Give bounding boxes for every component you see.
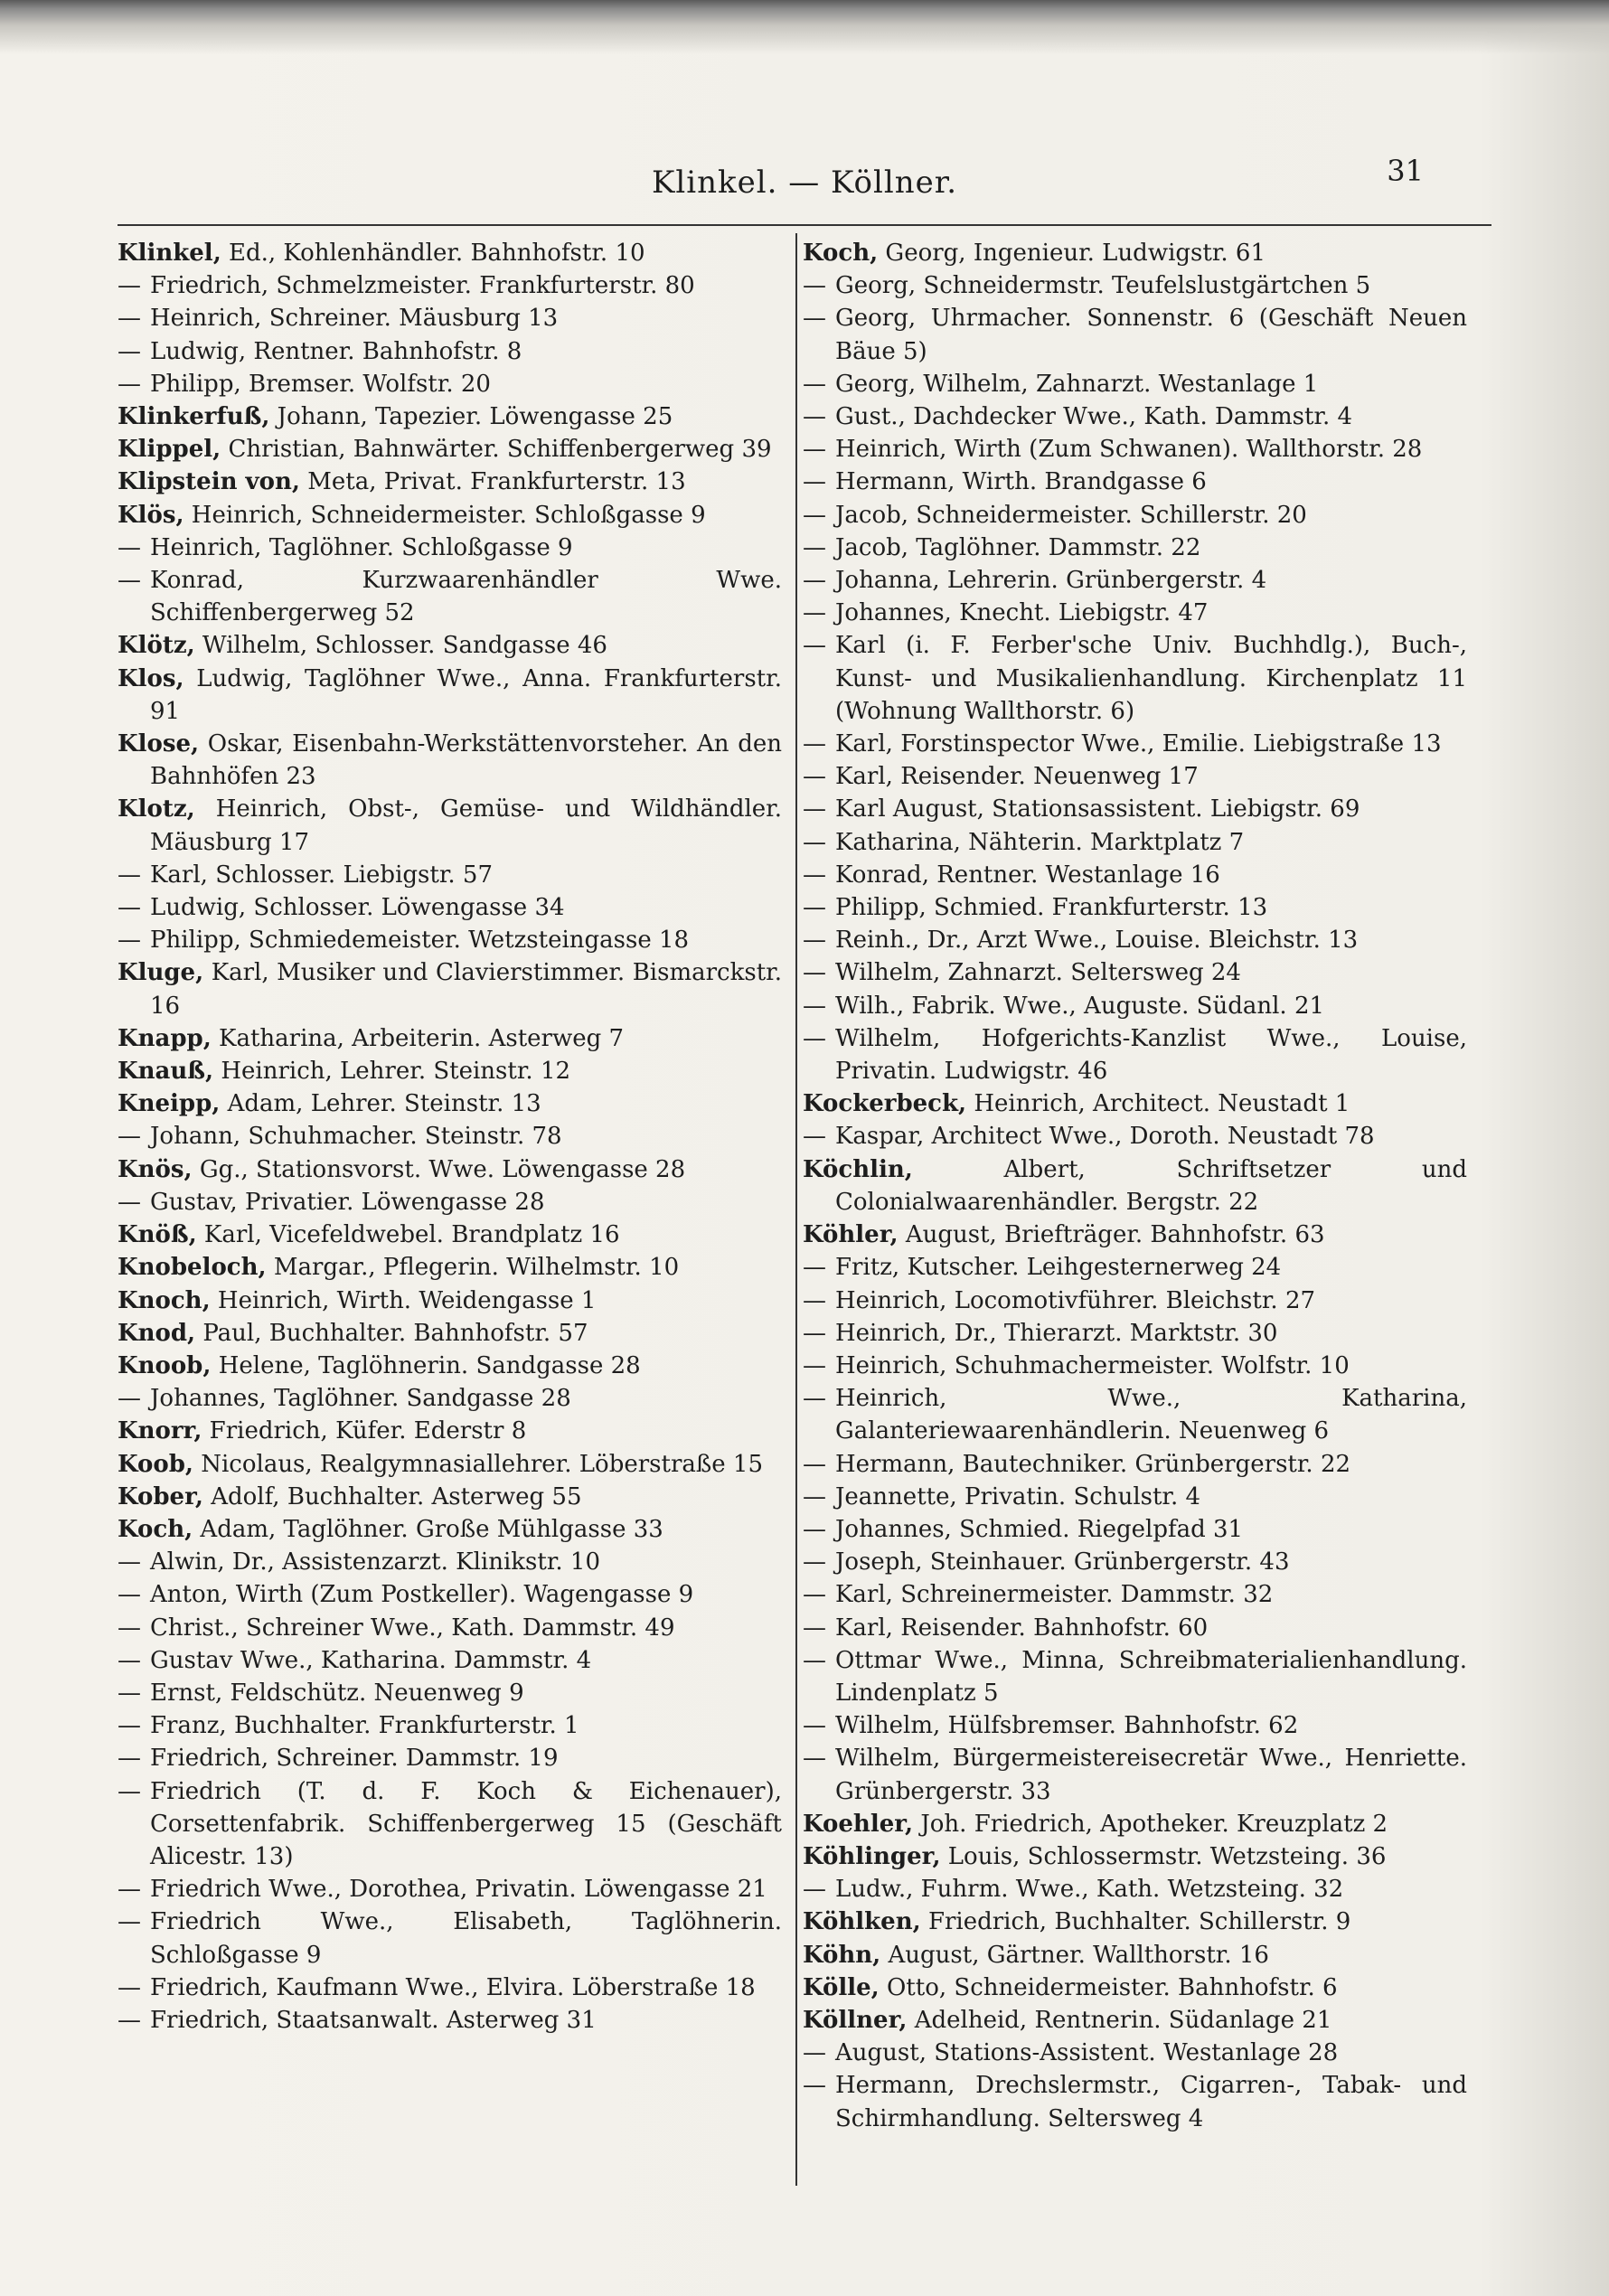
- directory-entry: [803, 433, 1467, 466]
- directory-entry: [118, 1742, 782, 1774]
- directory-entry: [803, 1251, 1467, 1284]
- directory-entry: [803, 1939, 1467, 1971]
- directory-entry: [118, 335, 782, 368]
- column-divider: [795, 233, 797, 2186]
- entry-details: Hermann, Wirth. Brandgasse 6: [835, 468, 1207, 496]
- ditto-dash: —: [803, 1581, 826, 1609]
- surname: Klötz,: [118, 632, 195, 660]
- directory-entry: [803, 2069, 1467, 2134]
- directory-entry: [118, 1153, 782, 1186]
- ditto-dash: —: [118, 1188, 141, 1216]
- directory-entry: [118, 1578, 782, 1611]
- ditto-dash: —: [803, 1385, 826, 1413]
- page-number: 31: [1387, 154, 1424, 188]
- ditto-dash: —: [803, 1712, 826, 1740]
- ditto-dash: —: [803, 828, 826, 856]
- header-rule: [118, 224, 1491, 226]
- directory-entry: [803, 1873, 1467, 1905]
- ditto-dash: —: [803, 1515, 826, 1543]
- entry-details: Karl, Schlosser. Liebigstr. 57: [150, 861, 494, 889]
- entry-details: Meta, Privat. Frankfurterstr. 13: [307, 468, 686, 496]
- ditto-dash: —: [803, 927, 826, 955]
- entry-details: Georg, Schneidermstr. Teufelslustgärtchen 5: [835, 272, 1371, 300]
- ditto-dash: —: [803, 1351, 826, 1379]
- entry-details: Philipp, Schmiedemeister. Wetzsteingasse 18: [150, 927, 690, 955]
- entry-details: Adelheid, Rentnerin. Südanlage 21: [914, 2006, 1332, 2034]
- ditto-dash: —: [803, 1319, 826, 1347]
- directory-entry: [803, 891, 1467, 924]
- entry-details: Friedrich, Buchhalter. Schillerstr. 9: [927, 1908, 1351, 1936]
- ditto-dash: —: [118, 1876, 141, 1904]
- entry-details: Karl, Vicefeldwebel. Brandplatz 16: [203, 1221, 620, 1249]
- entry-details: Wilhelm, Schlosser. Sandgasse 46: [202, 632, 607, 660]
- entry-details: Katharina, Arbeiterin. Asterweg 7: [219, 1024, 625, 1052]
- entry-details: Heinrich, Schuhmachermeister. Wolfstr. 10: [835, 1351, 1350, 1379]
- ditto-dash: —: [118, 305, 141, 333]
- entry-details: Louis, Schlossermstr. Wetzsteing. 36: [947, 1842, 1387, 1870]
- ditto-dash: —: [803, 501, 826, 529]
- surname: Klipstein von,: [118, 468, 300, 496]
- ditto-dash: —: [118, 1777, 141, 1805]
- entry-details: Johannes, Schmied. Riegelpfad 31: [835, 1515, 1244, 1543]
- entry-details: Heinrich, Wirth (Zum Schwanen). Wallthorstr. 28: [835, 436, 1423, 464]
- directory-entry: [118, 1087, 782, 1120]
- directory-entry: [803, 2004, 1467, 2037]
- ditto-dash: —: [118, 1973, 141, 2001]
- entry-details: Karl (i. F. Ferber'sche Univ. Buchhdlg.), Buch-, Kunst- und Musikalienhandlung. Kirchenplatz 11 (Wohnung Wallthorstr. 6): [835, 632, 1467, 725]
- ditto-dash: —: [118, 1679, 141, 1707]
- entry-details: Ed., Kohlenhändler. Bahnhofstr. 10: [229, 240, 645, 267]
- entry-details: Karl, Reisender. Bahnhofstr. 60: [835, 1614, 1209, 1642]
- directory-entry: [118, 368, 782, 400]
- entry-details: Karl, Forstinspector Wwe., Emilie. Liebigstraße 13: [835, 730, 1442, 758]
- surname: Knapp,: [118, 1024, 212, 1052]
- ditto-dash: —: [803, 1548, 826, 1576]
- surname: Knod,: [118, 1319, 196, 1347]
- entry-details: Wilhelm, Hofgerichts-Kanzlist Wwe., Louise, Privatin. Ludwigstr. 46: [835, 1024, 1467, 1086]
- ditto-dash: —: [118, 272, 141, 300]
- entry-details: Karl, Reisender. Neuenweg 17: [835, 763, 1199, 791]
- surname: Klos,: [118, 664, 184, 692]
- directory-entry: [803, 532, 1467, 564]
- surname: Koob,: [118, 1450, 193, 1478]
- entry-details: Anton, Wirth (Zum Postkeller). Wagengasse 9: [150, 1581, 694, 1609]
- entry-details: Philipp, Schmied. Frankfurterstr. 13: [835, 894, 1268, 922]
- directory-entry: [118, 1481, 782, 1513]
- directory-entry: [803, 990, 1467, 1022]
- ditto-dash: —: [118, 1646, 141, 1674]
- directory-entry: [803, 237, 1467, 269]
- entry-details: Ludwig, Rentner. Bahnhofstr. 8: [150, 337, 522, 365]
- directory-entry: [118, 1284, 782, 1317]
- directory-entry: [118, 1546, 782, 1578]
- directory-entry: [803, 1481, 1467, 1513]
- ditto-dash: —: [803, 2039, 826, 2067]
- entry-details: Friedrich, Schmelzmeister. Frankfurterstr. 80: [150, 272, 695, 300]
- surname: Knös,: [118, 1155, 193, 1183]
- directory-entry: [118, 891, 782, 924]
- ditto-dash: —: [118, 567, 141, 595]
- directory-entry: [118, 1382, 782, 1415]
- directory-entry: [118, 2004, 782, 2037]
- entry-details: Georg, Uhrmacher. Sonnenstr. 6 (Geschäft Neuen Bäue 5): [835, 305, 1467, 365]
- directory-entry: [803, 956, 1467, 989]
- entry-details: Ludwig, Schlosser. Löwengasse 34: [150, 894, 565, 922]
- ditto-dash: —: [803, 1286, 826, 1314]
- entry-details: Johanna, Lehrerin. Grünbergerstr. 4: [835, 567, 1267, 595]
- directory-entry: [118, 924, 782, 956]
- entry-details: Adam, Taglöhner. Große Mühlgasse 33: [200, 1515, 663, 1543]
- entry-details: Franz, Buchhalter. Frankfurterstr. 1: [150, 1712, 579, 1740]
- entry-details: Georg, Ingenieur. Ludwigstr. 61: [885, 240, 1266, 267]
- ditto-dash: —: [118, 1123, 141, 1151]
- directory-entry: [118, 1317, 782, 1350]
- surname: Köchlin,: [803, 1155, 913, 1183]
- surname: Knauß,: [118, 1058, 214, 1086]
- ditto-dash: —: [118, 1745, 141, 1773]
- entry-details: Gg., Stationsvorst. Wwe. Löwengasse 28: [199, 1155, 686, 1183]
- directory-entry: [118, 1709, 782, 1742]
- surname: Kluge,: [118, 959, 204, 987]
- ditto-dash: —: [803, 861, 826, 889]
- scan-edge-shadow: [0, 0, 1609, 54]
- entry-details: Adolf, Buchhalter. Asterweg 55: [211, 1482, 582, 1510]
- directory-entry: [803, 1153, 1467, 1219]
- directory-entry: [118, 269, 782, 302]
- directory-entry: [118, 1219, 782, 1251]
- directory-entry: [803, 499, 1467, 532]
- ditto-dash: —: [118, 861, 141, 889]
- entry-details: Jeannette, Privatin. Schulstr. 4: [835, 1482, 1201, 1510]
- directory-entry: [118, 1055, 782, 1087]
- entry-details: Ernst, Feldschütz. Neuenweg 9: [150, 1679, 524, 1707]
- entry-details: Johann, Tapezier. Löwengasse 25: [277, 403, 673, 431]
- entry-details: Joh. Friedrich, Apotheker. Kreuzplatz 2: [920, 1810, 1388, 1838]
- page-header: Klinkel. — Köllner.: [651, 165, 958, 201]
- surname: Koch,: [118, 1515, 193, 1543]
- entry-details: Konrad, Kurzwaarenhändler Wwe. Schiffenbergerweg 52: [150, 567, 782, 627]
- directory-entry: [118, 1644, 782, 1677]
- ditto-dash: —: [803, 436, 826, 464]
- surname: Kölle,: [803, 1973, 880, 2001]
- directory-entry: [803, 1546, 1467, 1578]
- directory-entry: [118, 1022, 782, 1055]
- ditto-dash: —: [118, 927, 141, 955]
- ditto-dash: —: [803, 1614, 826, 1642]
- entry-details: Nicolaus, Realgymnasiallehrer. Löberstraße 15: [201, 1450, 763, 1478]
- directory-entry: [118, 859, 782, 891]
- directory-entry: [803, 728, 1467, 760]
- directory-entry: [803, 1087, 1467, 1120]
- directory-entry: [118, 1873, 782, 1905]
- directory-entry: [803, 368, 1467, 400]
- ditto-dash: —: [803, 533, 826, 561]
- ditto-dash: —: [803, 795, 826, 823]
- directory-entry: [118, 663, 782, 728]
- directory-entry: [118, 1971, 782, 2004]
- entry-details: Wilhelm, Bürgermeistereisecretär Wwe., Henriette. Grünbergerstr. 33: [835, 1745, 1467, 1805]
- directory-entry: [803, 1644, 1467, 1709]
- entry-details: Friedrich (T. d. F. Koch & Eichenauer), Corsettenfabrik. Schiffenbergerweg 15 (Geschäft Alicestr. 13): [150, 1777, 782, 1870]
- ditto-dash: —: [803, 370, 826, 398]
- directory-entry: [118, 1415, 782, 1447]
- directory-entry: [118, 1905, 782, 1971]
- ditto-dash: —: [118, 1712, 141, 1740]
- entry-details: Johann, Schuhmacher. Steinstr. 78: [150, 1123, 562, 1151]
- ditto-dash: —: [803, 1024, 826, 1052]
- entry-details: Adam, Lehrer. Steinstr. 13: [227, 1090, 541, 1118]
- entry-details: Ludw., Fuhrm. Wwe., Kath. Wetzsteing. 32: [835, 1876, 1344, 1904]
- entry-details: August, Briefträger. Bahnhofstr. 63: [905, 1221, 1325, 1249]
- ditto-dash: —: [803, 272, 826, 300]
- directory-entry: [118, 1251, 782, 1284]
- ditto-dash: —: [118, 337, 141, 365]
- ditto-dash: —: [118, 1548, 141, 1576]
- entry-details: Friedrich, Schreiner. Dammstr. 19: [150, 1745, 559, 1773]
- surname: Klinkerfuß,: [118, 403, 270, 431]
- directory-entry: [803, 1022, 1467, 1087]
- ditto-dash: —: [803, 305, 826, 333]
- entry-details: Joseph, Steinhauer. Grünbergerstr. 43: [835, 1548, 1290, 1576]
- entry-details: Christ., Schreiner Wwe., Kath. Dammstr. 49: [150, 1614, 675, 1642]
- ditto-dash: —: [118, 533, 141, 561]
- entry-details: Heinrich, Dr., Thierarzt. Marktstr. 30: [835, 1319, 1278, 1347]
- ditto-dash: —: [803, 992, 826, 1020]
- entry-details: Konrad, Rentner. Westanlage 16: [835, 861, 1220, 889]
- directory-entry: [803, 1905, 1467, 1938]
- directory-entry: [803, 826, 1467, 859]
- entry-details: Heinrich, Locomotivführer. Bleichstr. 27: [835, 1286, 1316, 1314]
- directory-entry: [803, 1448, 1467, 1481]
- entry-details: Ludwig, Taglöhner Wwe., Anna. Frankfurterstr. 91: [150, 664, 782, 725]
- surname: Köllner,: [803, 2006, 908, 2034]
- directory-entry: [803, 1513, 1467, 1546]
- directory-entry: [803, 1382, 1467, 1447]
- surname: Kober,: [118, 1482, 203, 1510]
- ditto-dash: —: [803, 632, 826, 660]
- entry-details: Helene, Taglöhnerin. Sandgasse 28: [218, 1351, 641, 1379]
- surname: Knöß,: [118, 1221, 197, 1249]
- directory-entry: [118, 433, 782, 466]
- surname: Klös,: [118, 501, 184, 529]
- entry-details: Reinh., Dr., Arzt Wwe., Louise. Bleichstr. 13: [835, 927, 1359, 955]
- entry-details: Ottmar Wwe., Minna, Schreibmaterialienhandlung. Lindenplatz 5: [835, 1646, 1467, 1707]
- surname: Koehler,: [803, 1810, 914, 1838]
- entry-details: Friedrich Wwe., Elisabeth, Taglöhnerin. Schloßgasse 9: [150, 1908, 782, 1969]
- entry-details: Heinrich, Wwe., Katharina, Galanteriewaarenhändlerin. Neuenweg 6: [835, 1385, 1467, 1445]
- entry-details: Friedrich Wwe., Dorothea, Privatin. Löwengasse 21: [150, 1876, 767, 1904]
- entry-details: Heinrich, Wirth. Weidengasse 1: [217, 1286, 597, 1314]
- surname: Köhler,: [803, 1221, 899, 1249]
- directory-entry: [803, 1350, 1467, 1382]
- ditto-dash: —: [118, 1385, 141, 1413]
- entry-details: Otto, Schneidermeister. Bahnhofstr. 6: [886, 1973, 1338, 2001]
- surname: Köhlken,: [803, 1908, 921, 1936]
- directory-entry: [803, 1808, 1467, 1840]
- entry-details: Heinrich, Taglöhner. Schloßgasse 9: [150, 533, 573, 561]
- entry-details: Georg, Wilhelm, Zahnarzt. Westanlage 1: [835, 370, 1319, 398]
- entry-details: Heinrich, Schneidermeister. Schloßgasse 9: [191, 501, 706, 529]
- directory-entry: [803, 1709, 1467, 1742]
- directory-entry: [803, 760, 1467, 793]
- directory-entry: [803, 597, 1467, 629]
- directory-entry: [803, 1742, 1467, 1807]
- directory-entry: [118, 793, 782, 858]
- directory-entry: [118, 499, 782, 532]
- directory-entry: [803, 466, 1467, 498]
- entry-details: Fritz, Kutscher. Leihgesternerweg 24: [835, 1254, 1282, 1282]
- surname: Knoch,: [118, 1286, 211, 1314]
- ditto-dash: —: [803, 763, 826, 791]
- directory-entry: [803, 1612, 1467, 1644]
- entry-details: August, Stations-Assistent. Westanlage 28: [835, 2039, 1339, 2067]
- entry-details: Hermann, Drechslermstr., Cigarren-, Tabak- und Schirmhandlung. Seltersweg 4: [835, 2072, 1467, 2132]
- directory-entry: [118, 1612, 782, 1644]
- ditto-dash: —: [803, 1482, 826, 1510]
- directory-entry: [803, 924, 1467, 956]
- directory-entry: [118, 1350, 782, 1382]
- surname: Klose,: [118, 730, 200, 758]
- surname: Klinkel,: [118, 240, 221, 267]
- directory-entry: [118, 629, 782, 662]
- directory-entry: [803, 564, 1467, 597]
- ditto-dash: —: [803, 567, 826, 595]
- surname: Koch,: [803, 240, 879, 267]
- entry-details: Heinrich, Architect. Neustadt 1: [974, 1090, 1350, 1118]
- directory-entry: [803, 859, 1467, 891]
- entry-details: Wilhelm, Hülfsbremser. Bahnhofstr. 62: [835, 1712, 1299, 1740]
- directory-entry: [803, 302, 1467, 367]
- entry-details: Wilhelm, Zahnarzt. Seltersweg 24: [835, 959, 1241, 987]
- surname: Klotz,: [118, 795, 195, 823]
- entry-details: Oskar, Eisenbahn-Werkstättenvorsteher. An den Bahnhöfen 23: [150, 730, 783, 791]
- directory-entry: [118, 956, 782, 1021]
- directory-entry: [803, 400, 1467, 433]
- ditto-dash: —: [803, 1123, 826, 1151]
- ditto-dash: —: [118, 1908, 141, 1936]
- entry-details: Alwin, Dr., Assistenzarzt. Klinikstr. 10: [150, 1548, 600, 1576]
- surname: Knorr,: [118, 1417, 202, 1445]
- entry-details: Jacob, Schneidermeister. Schillerstr. 20: [835, 501, 1307, 529]
- entry-details: Heinrich, Obst-, Gemüse- und Wildhändler. Mäusburg 17: [150, 795, 783, 856]
- entry-details: Karl August, Stationsassistent. Liebigstr. 69: [835, 795, 1360, 823]
- entry-details: Karl, Schreinermeister. Dammstr. 32: [835, 1581, 1274, 1609]
- directory-entry: [803, 1219, 1467, 1251]
- ditto-dash: —: [803, 1646, 826, 1674]
- right-column: [803, 237, 1467, 2135]
- left-column: [118, 237, 782, 2037]
- directory-entry: [118, 1448, 782, 1481]
- directory-entry: [118, 1120, 782, 1153]
- ditto-dash: —: [803, 403, 826, 431]
- directory-entry: [118, 728, 782, 793]
- ditto-dash: —: [803, 1450, 826, 1478]
- surname: Kockerbeck,: [803, 1090, 967, 1118]
- ditto-dash: —: [803, 2072, 826, 2100]
- directory-entry: [803, 1120, 1467, 1153]
- surname: Klippel,: [118, 436, 221, 464]
- entry-details: Johannes, Taglöhner. Sandgasse 28: [150, 1385, 571, 1413]
- directory-entry: [118, 1186, 782, 1219]
- ditto-dash: —: [118, 370, 141, 398]
- entry-details: Margar., Pflegerin. Wilhelmstr. 10: [273, 1254, 680, 1282]
- entry-details: Heinrich, Schreiner. Mäusburg 13: [150, 305, 559, 333]
- entry-details: Gustav Wwe., Katharina. Dammstr. 4: [150, 1646, 592, 1674]
- ditto-dash: —: [803, 959, 826, 987]
- entry-details: August, Gärtner. Wallthorstr. 16: [888, 1941, 1269, 1969]
- directory-entry: [803, 793, 1467, 825]
- entry-details: Hermann, Bautechniker. Grünbergerstr. 22: [835, 1450, 1351, 1478]
- ditto-dash: —: [118, 894, 141, 922]
- directory-entry: [118, 400, 782, 433]
- ditto-dash: —: [803, 599, 826, 627]
- ditto-dash: —: [803, 730, 826, 758]
- entry-details: Friedrich, Staatsanwalt. Asterweg 31: [150, 2006, 597, 2034]
- entry-details: Albert, Schriftsetzer und Colonialwaarenhändler. Bergstr. 22: [835, 1155, 1467, 1216]
- entry-details: Katharina, Nähterin. Marktplatz 7: [835, 828, 1245, 856]
- ditto-dash: —: [118, 1614, 141, 1642]
- entry-details: Philipp, Bremser. Wolfstr. 20: [150, 370, 491, 398]
- entry-details: Karl, Musiker und Clavierstimmer. Bismarckstr. 16: [150, 959, 782, 1020]
- ditto-dash: —: [803, 1876, 826, 1904]
- entry-details: Heinrich, Lehrer. Steinstr. 12: [221, 1058, 571, 1086]
- directory-entry: [803, 1317, 1467, 1350]
- ditto-dash: —: [803, 1254, 826, 1282]
- ditto-dash: —: [803, 1745, 826, 1773]
- directory-entry: [803, 269, 1467, 302]
- surname: Kneipp,: [118, 1090, 221, 1118]
- surname: Knobeloch,: [118, 1254, 267, 1282]
- directory-entry: [118, 1775, 782, 1874]
- ditto-dash: —: [118, 1581, 141, 1609]
- directory-entry: [118, 1677, 782, 1709]
- directory-entry: [803, 1284, 1467, 1317]
- directory-entry: [803, 1578, 1467, 1611]
- surname: Knoob,: [118, 1351, 212, 1379]
- directory-entry: [803, 1840, 1467, 1873]
- directory-entry: [118, 1513, 782, 1546]
- directory-entry: [118, 466, 782, 498]
- entry-details: Gust., Dachdecker Wwe., Kath. Dammstr. 4: [835, 403, 1353, 431]
- directory-entry: [803, 2037, 1467, 2069]
- ditto-dash: —: [803, 468, 826, 496]
- entry-details: Kaspar, Architect Wwe., Doroth. Neustadt 78: [835, 1123, 1375, 1151]
- entry-details: Wilh., Fabrik. Wwe., Auguste. Südanl. 21: [835, 992, 1325, 1020]
- directory-entry: [118, 532, 782, 564]
- directory-entry: [118, 237, 782, 269]
- surname: Köhlinger,: [803, 1842, 941, 1870]
- directory-entry: [803, 1971, 1467, 2004]
- ditto-dash: —: [803, 894, 826, 922]
- directory-entry: [118, 302, 782, 334]
- ditto-dash: —: [118, 2006, 141, 2034]
- entry-details: Friedrich, Kaufmann Wwe., Elvira. Löberstraße 18: [150, 1973, 756, 2001]
- surname: Köhn,: [803, 1941, 881, 1969]
- entry-details: Friedrich, Küfer. Ederstr 8: [209, 1417, 527, 1445]
- directory-entry: [803, 629, 1467, 728]
- entry-details: Christian, Bahnwärter. Schiffenbergerweg 39: [228, 436, 772, 464]
- entry-details: Paul, Buchhalter. Bahnhofstr. 57: [202, 1319, 588, 1347]
- entry-details: Johannes, Knecht. Liebigstr. 47: [835, 599, 1209, 627]
- entry-details: Gustav, Privatier. Löwengasse 28: [150, 1188, 545, 1216]
- directory-entry: [118, 564, 782, 629]
- entry-details: Jacob, Taglöhner. Dammstr. 22: [835, 533, 1201, 561]
